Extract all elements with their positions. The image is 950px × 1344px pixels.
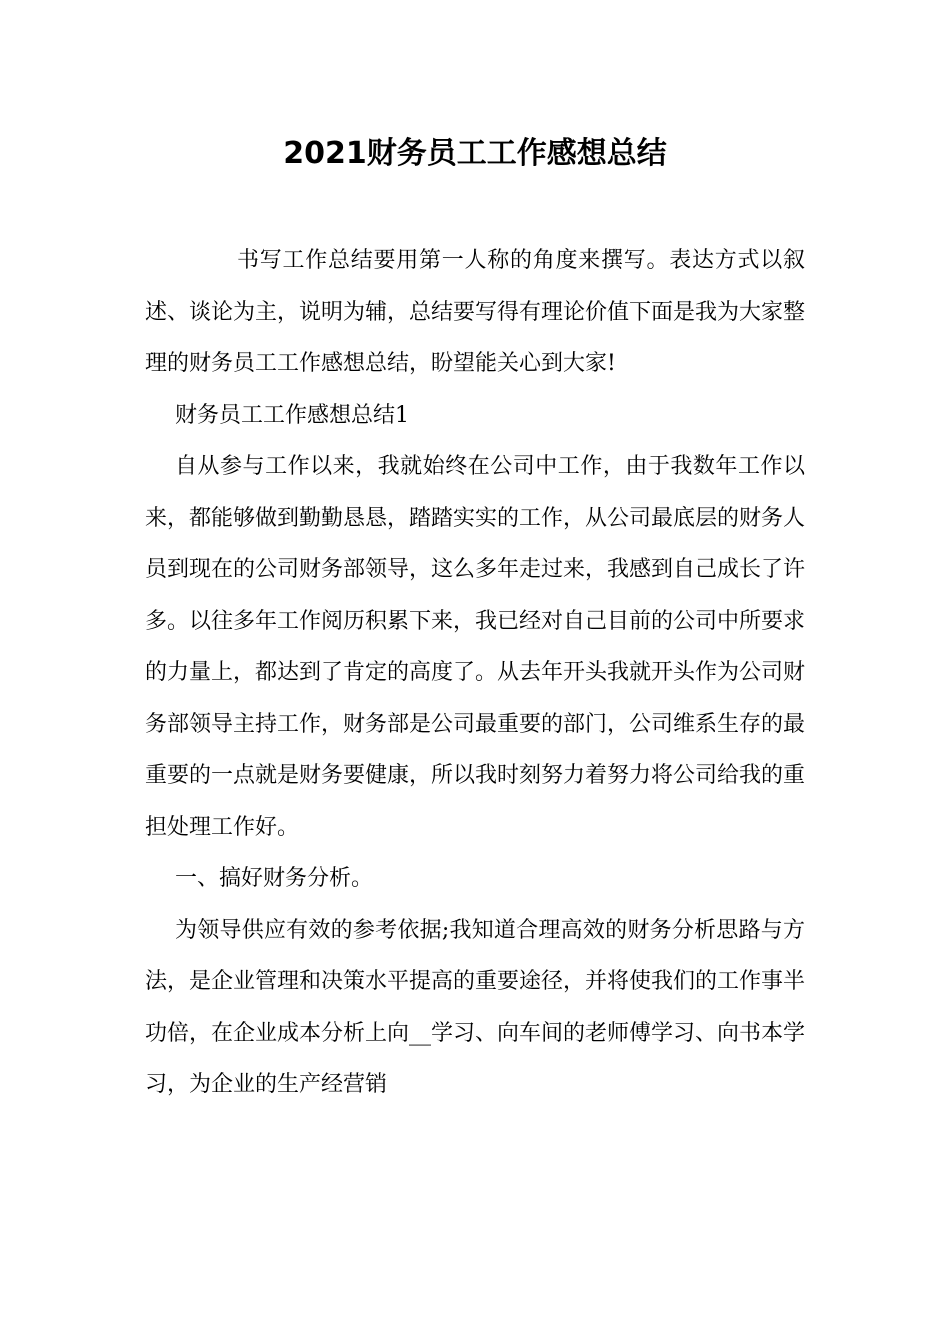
document-title: 2021财务员工工作感想总结 — [283, 136, 667, 171]
section-heading-1: 财务员工工作感想总结1 — [175, 402, 409, 428]
subheading-financial-analysis: 一、搞好财务分析。 — [175, 866, 374, 891]
body-paragraph-1: 自从参与工作以来，我就始终在公司中工作，由于我数年工作以来，都能够做到勤勤恳恳，踏踏实实的工作，从公司最底层的财务人员到现在的公司财务部领导，这么多年走过来，我感到自己成长了许多。以往多年工作阅历积累下来，我已经对自己目前的公司中所要求的力量上，都达到了肯定的高度了。从去年开头我就开头作为公司财务部领导主持工作，财务部是公司最重要的部门，公司维系生存的最重要的一点就是财务要健康，所以我时刻努力着努力将公司给我的重担处理工作好。 — [145, 454, 806, 840]
intro-paragraph: 书写工作总结要用第一人称的角度来撰写。表达方式以叙述、谈论为主，说明为辅，总结要写得有理论价值下面是我为大家整理的财务员工工作感想总结，盼望能关心到大家! — [145, 248, 806, 376]
document-body — [145, 235, 805, 1111]
body-paragraph-2: 为领导供应有效的参考依据;我知道合理高效的财务分析思路与方法，是企业管理和决策水平提高的重要途径，并将使我们的工作事半功倍，在企业成本分析上向__学习、向车间的老师傅学习、向书本学习，为企业的生产经营销 — [145, 917, 806, 1097]
